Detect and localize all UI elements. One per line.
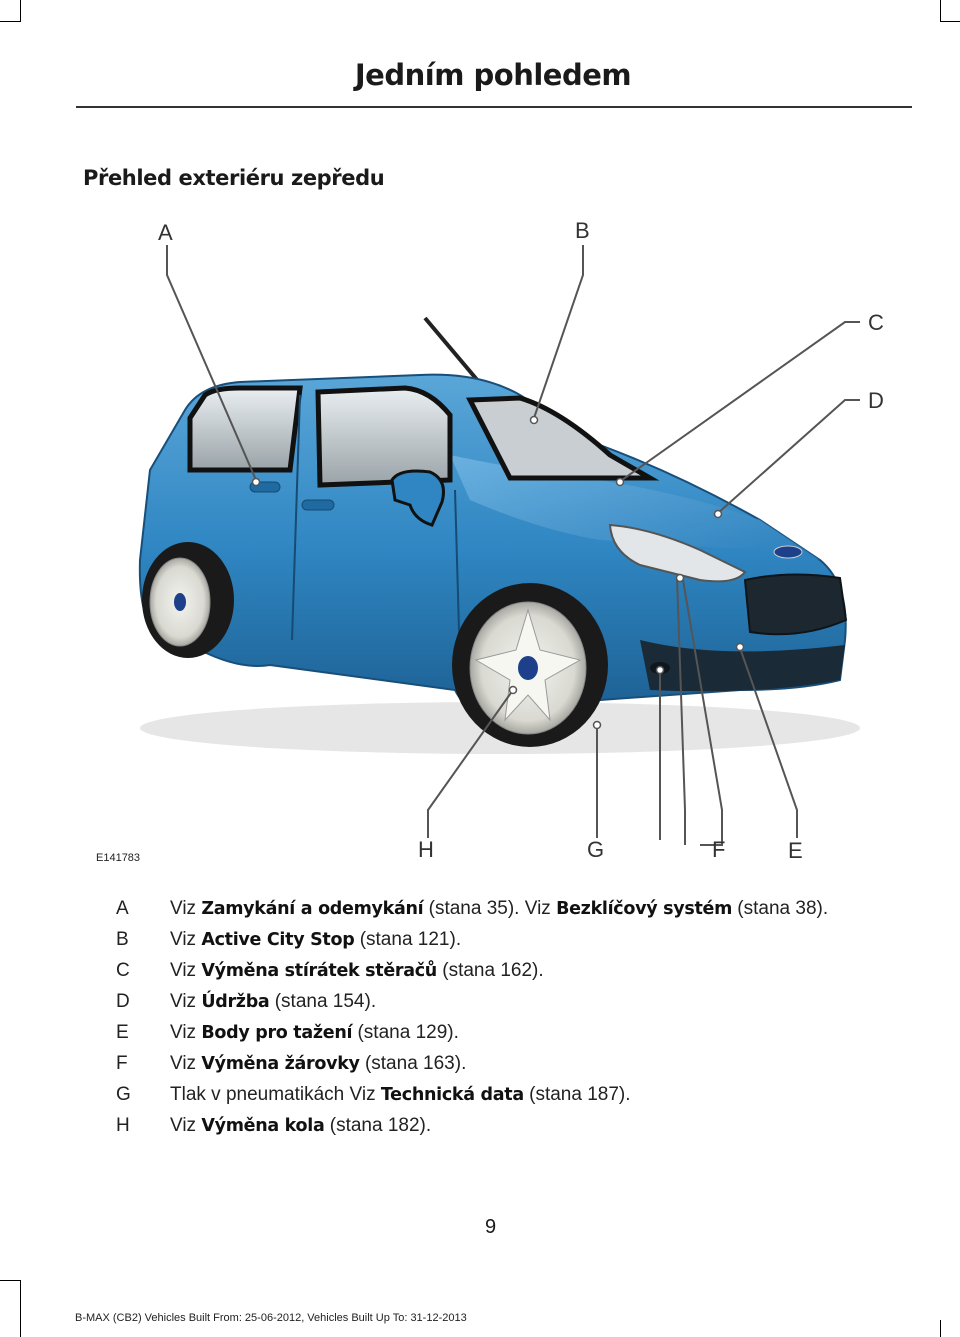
legend-text xyxy=(170,929,461,951)
car-exterior-illustration xyxy=(0,200,960,880)
callout-dot xyxy=(531,417,538,424)
legend-letter: E xyxy=(116,1022,129,1043)
callout-dot xyxy=(715,511,722,518)
legend-run: (stana 154). xyxy=(269,991,377,1012)
callout-label-a: A xyxy=(158,220,173,245)
crop-mark xyxy=(20,1280,21,1337)
legend-reference: Zamykání a odemykání xyxy=(201,899,424,919)
legend-item xyxy=(0,991,960,1022)
legend-run: Viz xyxy=(170,1053,202,1074)
legend-run: (stana 35). Viz xyxy=(423,898,557,919)
legend-item xyxy=(0,960,960,991)
legend-run: (stana 162). xyxy=(436,960,544,981)
page-number: 9 xyxy=(485,1216,497,1238)
legend-text xyxy=(170,898,828,920)
crop-mark xyxy=(20,0,21,22)
legend-reference: Údržba xyxy=(201,992,270,1012)
ford-badge xyxy=(774,546,802,558)
legend-letter: F xyxy=(116,1053,128,1074)
title-divider xyxy=(76,106,912,108)
crop-mark xyxy=(940,21,960,22)
legend-text xyxy=(170,960,544,982)
page-title: Jedním pohledem xyxy=(354,58,632,92)
crop-mark xyxy=(940,0,941,22)
callout-dot xyxy=(253,479,260,486)
legend-item xyxy=(0,1053,960,1084)
rear-side-window xyxy=(190,388,300,470)
legend-item xyxy=(0,929,960,960)
legend-text xyxy=(170,1022,459,1044)
footer-text: B-MAX (CB2) Vehicles Built From: 25-06-2012, Vehicles Built Up To: 31-12-2013 xyxy=(75,1312,467,1324)
callout-label-g: G xyxy=(587,837,605,862)
legend-letter: H xyxy=(116,1115,130,1136)
legend-run: (stana 38). xyxy=(732,898,829,919)
callout-dot xyxy=(510,687,517,694)
callout-label-b: B xyxy=(575,218,590,243)
legend-run: Tlak v pneumatikách Viz xyxy=(170,1084,381,1105)
legend-text xyxy=(170,1084,631,1106)
legend-item xyxy=(0,1022,960,1053)
legend-run: (stana 182). xyxy=(324,1115,432,1136)
callout-label-h: H xyxy=(418,837,434,862)
legend-run: Viz xyxy=(170,1115,202,1136)
legend-item xyxy=(0,1115,960,1146)
legend-reference: Výměna žárovky xyxy=(201,1054,360,1074)
crop-mark xyxy=(0,21,21,22)
legend-letter: C xyxy=(116,960,130,981)
legend-reference: Bezklíčový systém xyxy=(556,899,733,919)
legend-item xyxy=(0,898,960,929)
front-side-window xyxy=(318,388,450,485)
legend-item xyxy=(0,1084,960,1115)
crop-mark xyxy=(940,1320,941,1337)
legend-run: Viz xyxy=(170,960,202,981)
legend-reference: Active City Stop xyxy=(201,930,355,950)
callout-line-d xyxy=(718,400,860,513)
callout-label-d: D xyxy=(868,388,884,413)
legend-run: (stana 187). xyxy=(523,1084,631,1105)
legend-run: Viz xyxy=(170,991,202,1012)
legend-run: Viz xyxy=(170,1022,202,1043)
legend-reference: Výměna stírátek stěračů xyxy=(201,961,437,981)
door-handle xyxy=(302,500,334,510)
rear-wheel-hub xyxy=(174,593,186,611)
crop-mark xyxy=(0,1280,21,1281)
section-title: Přehled exteriéru zepředu xyxy=(83,166,385,190)
legend-letter: G xyxy=(116,1084,131,1105)
legend-text xyxy=(170,1115,431,1137)
legend-run: Viz xyxy=(170,929,202,950)
legend-run: (stana 129). xyxy=(352,1022,459,1043)
legend-letter: A xyxy=(116,898,129,919)
figure-id: E141783 xyxy=(96,852,141,864)
legend-text xyxy=(170,991,376,1013)
callout-dot xyxy=(617,479,624,486)
legend-text xyxy=(170,1053,466,1075)
front-grille xyxy=(745,574,846,634)
legend-run: (stana 121). xyxy=(354,929,462,950)
front-wheel-hub xyxy=(518,656,538,680)
legend-reference: Technická data xyxy=(380,1085,524,1105)
callout-line-c xyxy=(622,322,860,480)
callout-dot xyxy=(737,644,744,651)
callout-label-f: F xyxy=(712,837,726,862)
callout-dot xyxy=(594,722,601,729)
legend-reference: Výměna kola xyxy=(201,1116,325,1136)
legend-reference: Body pro tažení xyxy=(201,1023,353,1043)
legend-letter: D xyxy=(116,991,130,1012)
callout-dot xyxy=(677,575,684,582)
callout-label-e: E xyxy=(788,838,803,863)
legend-run: (stana 163). xyxy=(359,1053,467,1074)
legend-letter: B xyxy=(116,929,129,950)
callout-label-c: C xyxy=(868,310,884,335)
legend-run: Viz xyxy=(170,898,202,919)
callout-line-b xyxy=(534,245,583,418)
callout-dot xyxy=(657,667,664,674)
